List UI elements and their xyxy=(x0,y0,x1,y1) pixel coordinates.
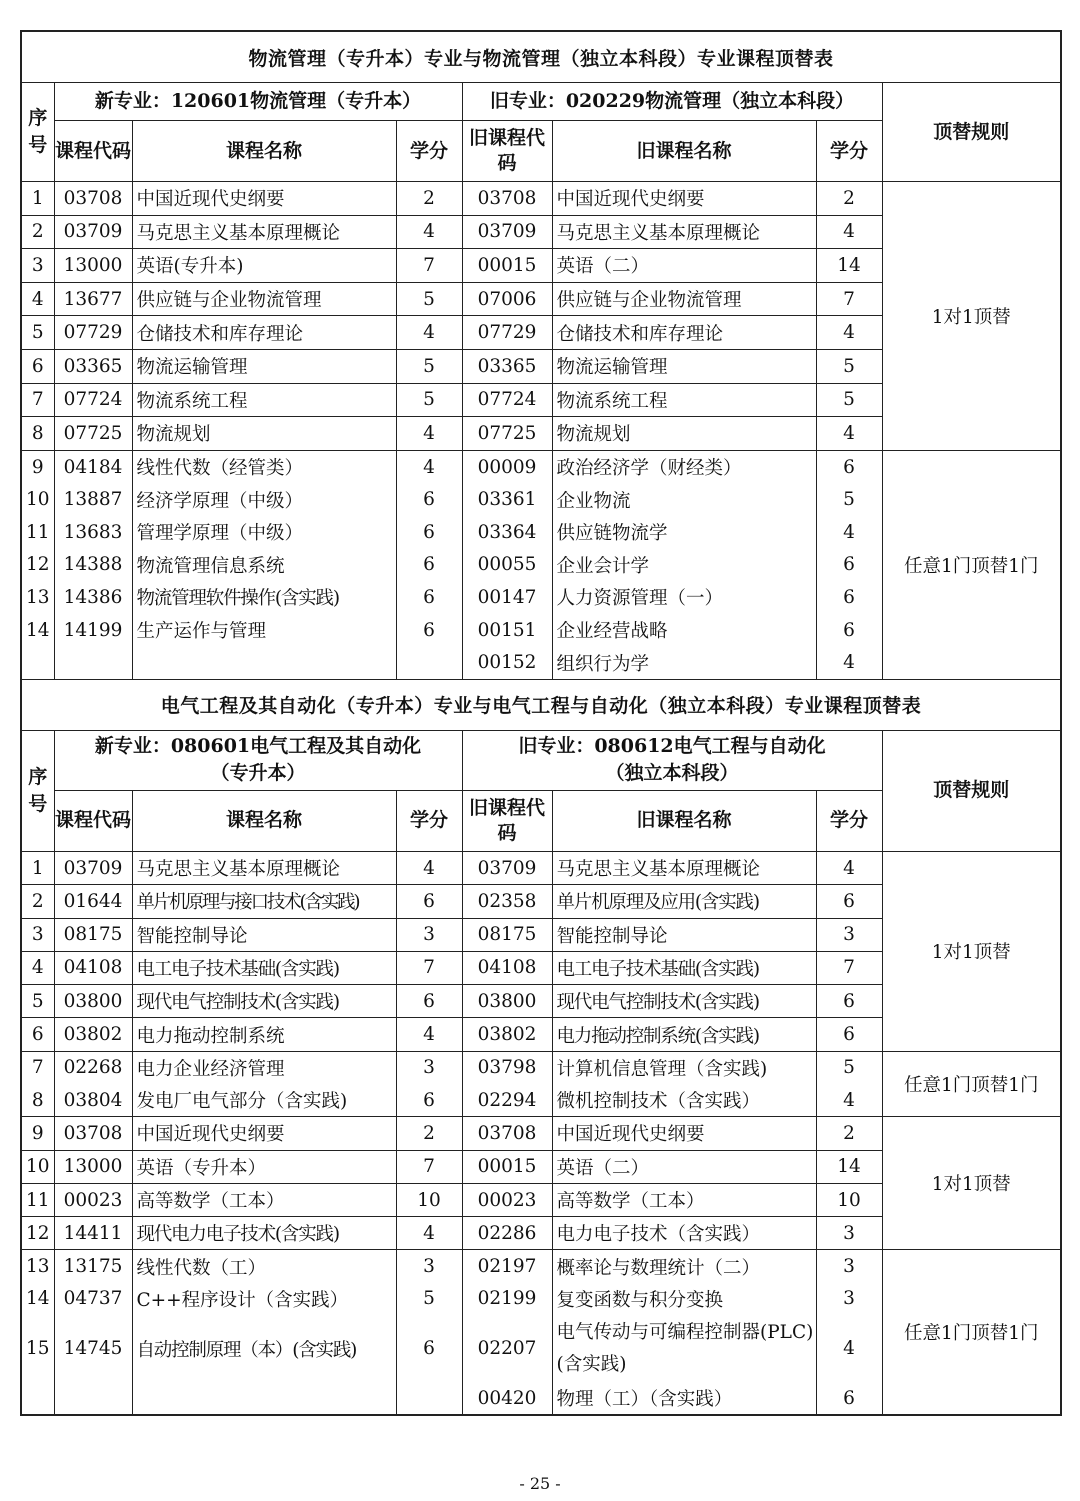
old-code-cell: 03364 xyxy=(462,516,552,549)
code-cell: 02268 xyxy=(54,1051,132,1084)
table2-name-header: 课程名称 xyxy=(132,790,396,851)
old-code-cell: 02358 xyxy=(462,885,552,918)
old-name-cell: 电工电子技术基础(含实践) xyxy=(552,951,816,984)
credit-cell: 6 xyxy=(396,614,462,647)
old-credit-cell: 7 xyxy=(816,282,882,316)
rule-cell: 1对1顶替 xyxy=(882,1117,1061,1250)
old-name-cell: 人力资源管理（一） xyxy=(552,581,816,614)
rule-cell: 1对1顶替 xyxy=(882,851,1061,1051)
old-code-cell: 07006 xyxy=(462,282,552,316)
code-cell: 13683 xyxy=(54,516,132,549)
old-credit-cell: 3 xyxy=(816,1217,882,1250)
code-cell: 03709 xyxy=(54,215,132,249)
table2-title: 电气工程及其自动化（专升本）专业与电气工程与自动化（独立本科段）专业课程顶替表 xyxy=(21,679,1061,730)
credit-cell: 4 xyxy=(396,316,462,350)
code-cell: 08175 xyxy=(54,918,132,951)
rule-cell: 1对1顶替 xyxy=(882,182,1061,451)
table1-old-name-header: 旧课程名称 xyxy=(552,121,816,182)
table2-old-code-header: 旧课程代码 xyxy=(462,790,552,851)
code-cell: 13887 xyxy=(54,483,132,516)
code-cell: 04108 xyxy=(54,951,132,984)
old-code-cell: 07725 xyxy=(462,417,552,451)
code-cell: 03802 xyxy=(54,1018,132,1051)
old-credit-cell: 3 xyxy=(816,1250,882,1283)
seq-cell: 2 xyxy=(21,885,54,918)
old-credit-cell: 6 xyxy=(816,885,882,918)
seq-cell: 11 xyxy=(21,516,54,549)
name-cell: 中国近现代史纲要 xyxy=(132,1117,396,1150)
old-credit-cell: 6 xyxy=(816,450,882,483)
old-credit-cell: 5 xyxy=(816,1051,882,1084)
old-code-cell: 00015 xyxy=(462,1150,552,1183)
old-code-cell: 07724 xyxy=(462,383,552,417)
rule-cell: 任意1门顶替1门 xyxy=(882,450,1061,679)
old-name-cell: 组织行为学 xyxy=(552,646,816,679)
old-name-cell: 电力拖动控制系统(含实践) xyxy=(552,1018,816,1051)
old-credit-cell: 6 xyxy=(816,1018,882,1051)
credit-cell: 2 xyxy=(396,1117,462,1150)
name-cell: 马克思主义基本原理概论 xyxy=(132,215,396,249)
old-name-cell: 高等数学（工本） xyxy=(552,1183,816,1216)
old-code-cell: 03800 xyxy=(462,985,552,1018)
seq-cell: 8 xyxy=(21,417,54,451)
old-code-cell: 00009 xyxy=(462,450,552,483)
old-credit-cell: 3 xyxy=(816,1283,882,1315)
old-credit-cell: 6 xyxy=(816,1382,882,1415)
code-cell: 03708 xyxy=(54,1117,132,1150)
old-name-cell: 供应链物流学 xyxy=(552,516,816,549)
credit-cell: 4 xyxy=(396,215,462,249)
credit-cell: 4 xyxy=(396,450,462,483)
credit-cell: 5 xyxy=(396,349,462,383)
code-cell: 13175 xyxy=(54,1250,132,1283)
old-name-cell: 智能控制导论 xyxy=(552,918,816,951)
seq-cell: 7 xyxy=(21,383,54,417)
old-code-cell: 00147 xyxy=(462,581,552,614)
seq-cell: 10 xyxy=(21,483,54,516)
old-credit-cell: 4 xyxy=(816,316,882,350)
substitution-table xyxy=(20,30,1062,1416)
table2-old-name-header: 旧课程名称 xyxy=(552,790,816,851)
credit-cell: 4 xyxy=(396,851,462,884)
seq-cell: 6 xyxy=(21,1018,54,1051)
course-substitution-document xyxy=(20,30,1060,1423)
old-credit-cell: 6 xyxy=(816,985,882,1018)
table1-old-credit-header: 学分 xyxy=(816,121,882,182)
seq-cell: 13 xyxy=(21,581,54,614)
old-credit-cell: 6 xyxy=(816,614,882,647)
table2-rule-header: 顶替规则 xyxy=(882,730,1061,851)
code-cell: 00023 xyxy=(54,1183,132,1216)
seq-cell: 10 xyxy=(21,1150,54,1183)
code-cell: 07729 xyxy=(54,316,132,350)
seq-cell: 11 xyxy=(21,1183,54,1216)
code-cell: 14745 xyxy=(54,1315,132,1382)
old-code-cell: 00152 xyxy=(462,646,552,679)
old-name-cell: 企业会计学 xyxy=(552,549,816,582)
table-row xyxy=(21,851,1061,884)
credit-cell: 5 xyxy=(396,1283,462,1315)
old-credit-cell: 4 xyxy=(816,851,882,884)
old-credit-cell: 5 xyxy=(816,483,882,516)
name-cell: 物流管理信息系统 xyxy=(132,549,396,582)
name-cell: 线性代数（经管类） xyxy=(132,450,396,483)
old-credit-cell: 4 xyxy=(816,646,882,679)
credit-cell: 2 xyxy=(396,182,462,216)
name-cell xyxy=(132,646,396,679)
table-row xyxy=(21,182,1061,216)
code-cell xyxy=(54,1382,132,1415)
code-cell: 14386 xyxy=(54,581,132,614)
old-name-cell: 物流运输管理 xyxy=(552,349,816,383)
name-cell: 电工电子技术基础(含实践) xyxy=(132,951,396,984)
table2-credit-header: 学分 xyxy=(396,790,462,851)
code-cell: 03800 xyxy=(54,985,132,1018)
code-cell: 14411 xyxy=(54,1217,132,1250)
old-code-cell: 03365 xyxy=(462,349,552,383)
table1-seq-header: 序号 xyxy=(21,83,54,182)
old-code-cell: 00420 xyxy=(462,1382,552,1415)
seq-cell: 9 xyxy=(21,1117,54,1150)
name-cell: 经济学原理（中级） xyxy=(132,483,396,516)
credit-cell xyxy=(396,1382,462,1415)
credit-cell: 4 xyxy=(396,1018,462,1051)
name-cell: 线性代数（工） xyxy=(132,1250,396,1283)
credit-cell: 4 xyxy=(396,1217,462,1250)
table-row xyxy=(21,1117,1061,1150)
old-credit-cell: 2 xyxy=(816,1117,882,1150)
table2-old-major xyxy=(462,730,882,790)
credit-cell: 3 xyxy=(396,1051,462,1084)
old-name-cell: 复变函数与积分变换 xyxy=(552,1283,816,1315)
table2-code-header: 课程代码 xyxy=(54,790,132,851)
old-name-cell: 概率论与数理统计（二） xyxy=(552,1250,816,1283)
table1-name-header: 课程名称 xyxy=(132,121,396,182)
old-code-cell: 03709 xyxy=(462,851,552,884)
old-name-cell: 单片机原理及应用(含实践) xyxy=(552,885,816,918)
name-cell: 单片机原理与接口技术(含实践) xyxy=(132,885,396,918)
old-credit-cell: 4 xyxy=(816,516,882,549)
old-code-cell: 03709 xyxy=(462,215,552,249)
name-cell: 物流管理软件操作(含实践) xyxy=(132,581,396,614)
seq-cell xyxy=(21,1382,54,1415)
seq-cell: 1 xyxy=(21,851,54,884)
old-credit-cell: 6 xyxy=(816,581,882,614)
name-cell: 仓储技术和库存理论 xyxy=(132,316,396,350)
code-cell: 04737 xyxy=(54,1283,132,1315)
seq-cell: 14 xyxy=(21,614,54,647)
old-name-cell: 仓储技术和库存理论 xyxy=(552,316,816,350)
old-code-cell: 03798 xyxy=(462,1051,552,1084)
old-code-cell: 02207 xyxy=(462,1315,552,1382)
credit-cell: 6 xyxy=(396,581,462,614)
credit-cell: 6 xyxy=(396,516,462,549)
seq-cell: 2 xyxy=(21,215,54,249)
old-code-cell: 00023 xyxy=(462,1183,552,1216)
seq-cell: 1 xyxy=(21,182,54,216)
credit-cell: 3 xyxy=(396,1250,462,1283)
rule-cell: 任意1门顶替1门 xyxy=(882,1051,1061,1117)
old-name-cell: 中国近现代史纲要 xyxy=(552,182,816,216)
old-code-cell: 08175 xyxy=(462,918,552,951)
table2-new-major-line2: （专升本） xyxy=(210,762,306,785)
old-name-cell: 电力电子技术（含实践） xyxy=(552,1217,816,1250)
credit-cell: 4 xyxy=(396,417,462,451)
seq-cell: 4 xyxy=(21,951,54,984)
name-cell: 中国近现代史纲要 xyxy=(132,182,396,216)
seq-cell: 13 xyxy=(21,1250,54,1283)
credit-cell: 7 xyxy=(396,249,462,283)
name-cell: 英语(专升本) xyxy=(132,249,396,283)
old-code-cell: 02197 xyxy=(462,1250,552,1283)
table2-old-credit-header: 学分 xyxy=(816,790,882,851)
old-credit-cell: 14 xyxy=(816,249,882,283)
old-name-cell: 物理（工）（含实践） xyxy=(552,1382,816,1415)
credit-cell xyxy=(396,646,462,679)
table1-title: 物流管理（专升本）专业与物流管理（独立本科段）专业课程顶替表 xyxy=(21,31,1061,83)
table1-old-major: 旧专业：020229物流管理（独立本科段） xyxy=(462,83,882,121)
code-cell: 14199 xyxy=(54,614,132,647)
old-name-cell: 供应链与企业物流管理 xyxy=(552,282,816,316)
seq-cell: 5 xyxy=(21,985,54,1018)
seq-cell: 7 xyxy=(21,1051,54,1084)
old-credit-cell: 6 xyxy=(816,549,882,582)
name-cell: 马克思主义基本原理概论 xyxy=(132,851,396,884)
old-name-cell: 计算机信息管理（含实践) xyxy=(552,1051,816,1084)
name-cell: 生产运作与管理 xyxy=(132,614,396,647)
credit-cell: 10 xyxy=(396,1183,462,1216)
code-cell xyxy=(54,646,132,679)
old-code-cell: 00151 xyxy=(462,614,552,647)
credit-cell: 6 xyxy=(396,985,462,1018)
page-number: - 25 - xyxy=(519,1474,561,1493)
credit-cell: 6 xyxy=(396,1315,462,1382)
code-cell: 04184 xyxy=(54,450,132,483)
old-credit-cell: 4 xyxy=(816,215,882,249)
credit-cell: 6 xyxy=(396,885,462,918)
code-cell: 13000 xyxy=(54,1150,132,1183)
old-credit-cell: 5 xyxy=(816,349,882,383)
old-credit-cell: 14 xyxy=(816,1150,882,1183)
code-cell: 03804 xyxy=(54,1084,132,1117)
seq-cell: 12 xyxy=(21,1217,54,1250)
old-credit-cell: 4 xyxy=(816,417,882,451)
table1-code-header: 课程代码 xyxy=(54,121,132,182)
old-name-cell: 现代电气控制技术(含实践) xyxy=(552,985,816,1018)
seq-cell: 5 xyxy=(21,316,54,350)
name-cell: 现代电力电子技术(含实践) xyxy=(132,1217,396,1250)
old-name-cell: 微机控制技术（含实践） xyxy=(552,1084,816,1117)
seq-cell: 6 xyxy=(21,349,54,383)
old-credit-cell: 4 xyxy=(816,1315,882,1382)
old-credit-cell: 2 xyxy=(816,182,882,216)
old-credit-cell: 7 xyxy=(816,951,882,984)
credit-cell: 7 xyxy=(396,951,462,984)
credit-cell: 7 xyxy=(396,1150,462,1183)
old-code-cell: 03361 xyxy=(462,483,552,516)
table1-new-major: 新专业：120601物流管理（专升本） xyxy=(54,83,462,121)
code-cell: 13000 xyxy=(54,249,132,283)
old-code-cell: 03708 xyxy=(462,182,552,216)
name-cell xyxy=(132,1382,396,1415)
table1-credit-header: 学分 xyxy=(396,121,462,182)
name-cell: 现代电气控制技术(含实践) xyxy=(132,985,396,1018)
name-cell: 电力拖动控制系统 xyxy=(132,1018,396,1051)
name-cell: 英语（专升本） xyxy=(132,1150,396,1183)
seq-cell: 3 xyxy=(21,249,54,283)
code-cell: 03708 xyxy=(54,182,132,216)
old-name-cell: 物流规划 xyxy=(552,417,816,451)
table-row xyxy=(21,450,1061,483)
table2-old-major-line1: 旧专业：080612电气工程与自动化 xyxy=(518,735,826,758)
name-cell: 物流运输管理 xyxy=(132,349,396,383)
name-cell: 智能控制导论 xyxy=(132,918,396,951)
old-name-cell: 英语（二） xyxy=(552,249,816,283)
code-cell: 01644 xyxy=(54,885,132,918)
credit-cell: 5 xyxy=(396,383,462,417)
code-cell: 13677 xyxy=(54,282,132,316)
name-cell: 供应链与企业物流管理 xyxy=(132,282,396,316)
code-cell: 03709 xyxy=(54,851,132,884)
code-cell: 07725 xyxy=(54,417,132,451)
table-row xyxy=(21,1250,1061,1283)
rule-cell: 任意1门顶替1门 xyxy=(882,1250,1061,1415)
old-name-cell: 企业经营战略 xyxy=(552,614,816,647)
old-code-cell: 04108 xyxy=(462,951,552,984)
name-cell: 物流规划 xyxy=(132,417,396,451)
old-code-cell: 02294 xyxy=(462,1084,552,1117)
seq-cell: 12 xyxy=(21,549,54,582)
table2-old-major-line2: （独立本科段） xyxy=(605,762,739,785)
seq-cell xyxy=(21,646,54,679)
seq-cell: 8 xyxy=(21,1084,54,1117)
seq-cell: 15 xyxy=(21,1315,54,1382)
old-credit-cell: 3 xyxy=(816,918,882,951)
table-row xyxy=(21,1051,1061,1084)
seq-cell: 14 xyxy=(21,1283,54,1315)
name-cell: 发电厂电气部分（含实践) xyxy=(132,1084,396,1117)
credit-cell: 6 xyxy=(396,549,462,582)
name-cell: C++程序设计（含实践） xyxy=(132,1283,396,1315)
seq-cell: 3 xyxy=(21,918,54,951)
table1-rule-header: 顶替规则 xyxy=(882,83,1061,182)
seq-cell: 9 xyxy=(21,450,54,483)
old-credit-cell: 5 xyxy=(816,383,882,417)
old-code-cell: 03708 xyxy=(462,1117,552,1150)
old-name-cell: 马克思主义基本原理概论 xyxy=(552,851,816,884)
old-code-cell: 00015 xyxy=(462,249,552,283)
old-code-cell: 02199 xyxy=(462,1283,552,1315)
name-cell: 电力企业经济管理 xyxy=(132,1051,396,1084)
code-cell: 14388 xyxy=(54,549,132,582)
old-code-cell: 03802 xyxy=(462,1018,552,1051)
table1-old-code-header: 旧课程代码 xyxy=(462,121,552,182)
old-code-cell: 02286 xyxy=(462,1217,552,1250)
old-code-cell: 00055 xyxy=(462,549,552,582)
name-cell: 物流系统工程 xyxy=(132,383,396,417)
old-name-cell: 物流系统工程 xyxy=(552,383,816,417)
old-credit-cell: 10 xyxy=(816,1183,882,1216)
name-cell: 高等数学（工本） xyxy=(132,1183,396,1216)
old-name-cell: 马克思主义基本原理概论 xyxy=(552,215,816,249)
credit-cell: 3 xyxy=(396,918,462,951)
credit-cell: 5 xyxy=(396,282,462,316)
old-name-cell: 英语（二） xyxy=(552,1150,816,1183)
table2-seq-header: 序号 xyxy=(21,730,54,851)
credit-cell: 6 xyxy=(396,1084,462,1117)
code-cell: 03365 xyxy=(54,349,132,383)
old-code-cell: 07729 xyxy=(462,316,552,350)
seq-cell: 4 xyxy=(21,282,54,316)
old-name-cell: 企业物流 xyxy=(552,483,816,516)
old-name-cell: 政治经济学（财经类） xyxy=(552,450,816,483)
table2-new-major xyxy=(54,730,462,790)
name-cell: 管理学原理（中级） xyxy=(132,516,396,549)
table2-new-major-line1: 新专业：080601电气工程及其自动化 xyxy=(94,735,422,758)
code-cell: 07724 xyxy=(54,383,132,417)
old-name-cell: 中国近现代史纲要 xyxy=(552,1117,816,1150)
name-cell: 自动控制原理（本）(含实践) xyxy=(132,1315,396,1382)
old-name-cell: 电气传动与可编程控制器(PLC)(含实践) xyxy=(552,1315,816,1382)
old-credit-cell: 4 xyxy=(816,1084,882,1117)
credit-cell: 6 xyxy=(396,483,462,516)
